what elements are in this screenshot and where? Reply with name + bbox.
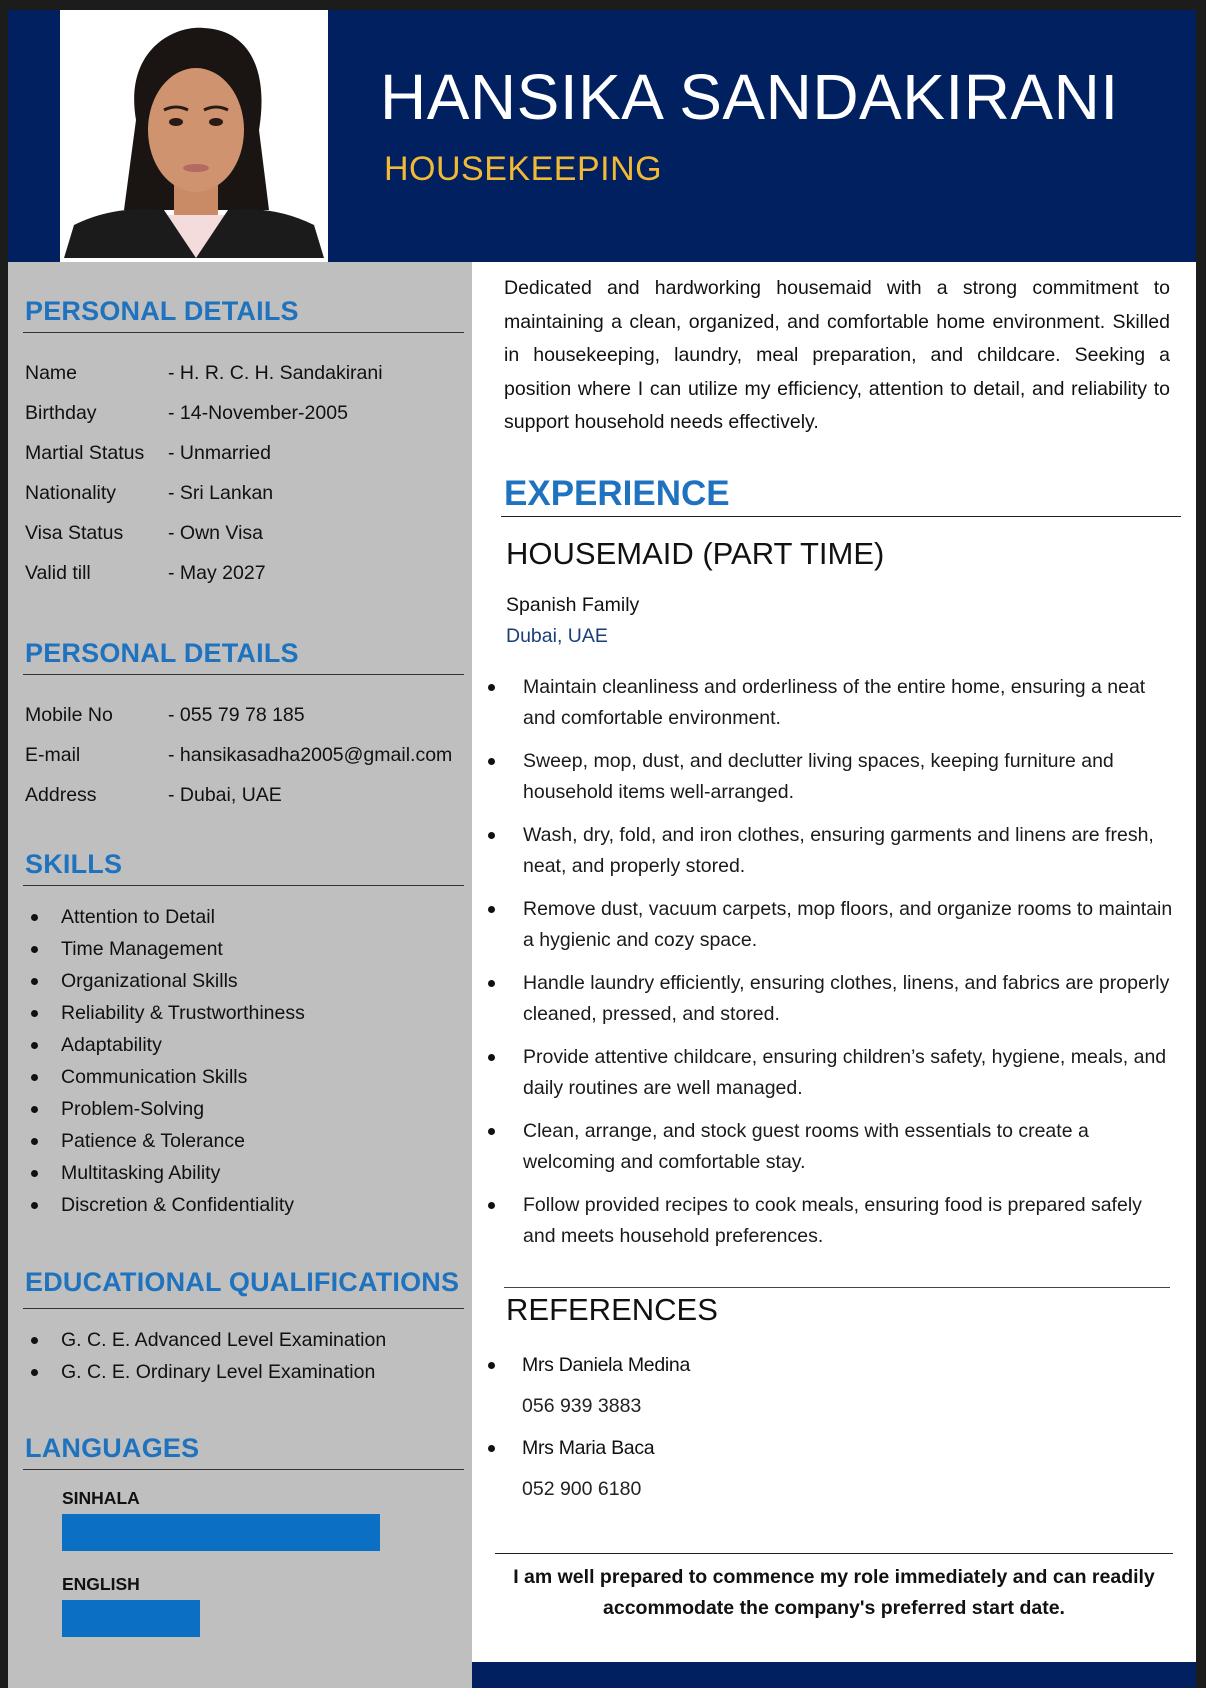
section-divider — [23, 674, 464, 675]
detail-row-name — [25, 362, 383, 385]
skill-item: Discretion & Confidentiality — [25, 1189, 305, 1221]
duty-item: Clean, arrange, and stock guest rooms with essentials to create a welcoming and comfortable stay. — [488, 1116, 1178, 1178]
skill-item: Time Management — [25, 933, 305, 965]
reference-phone: 052 900 6180 — [522, 1478, 642, 1500]
profile-summary: Dedicated and hardworking housemaid with a strong commitment to maintaining a clean, organized, and comfortable home environment. Skilled in housekeeping, laundry, meal preparation, and childcare. Seeking a position where I can utilize my efficiency, attention to detail, and reliability to support household needs effectively. — [504, 277, 1170, 433]
section-title-personal-details: PERSONAL DETAILS — [25, 296, 299, 326]
person-portrait-icon — [64, 10, 324, 258]
detail-row-nationality — [25, 482, 273, 505]
candidate-role: HOUSEKEEPING — [384, 150, 663, 188]
detail-value: - Unmarried — [168, 442, 271, 464]
detail-label: Address — [25, 784, 97, 806]
detail-label: Mobile No — [25, 704, 113, 726]
skill-item: Problem-Solving — [25, 1093, 305, 1125]
header-banner — [8, 10, 1196, 262]
reference-phone: 056 939 3883 — [522, 1395, 642, 1417]
skill-item: Organizational Skills — [25, 965, 305, 997]
reference-item — [488, 1435, 1178, 1502]
skill-item: Attention to Detail — [25, 901, 305, 933]
detail-row-email — [25, 744, 452, 767]
language-level-bar-english — [62, 1600, 200, 1637]
skills-list — [25, 901, 305, 1221]
detail-label: Birthday — [25, 402, 97, 424]
detail-value: - Own Visa — [168, 522, 264, 544]
detail-value: - 055 79 78 185 — [168, 704, 305, 726]
section-title-education: EDUCATIONAL QUALIFICATIONS — [25, 1267, 460, 1297]
detail-value: - May 2027 — [168, 562, 266, 584]
section-title-experience: EXPERIENCE — [504, 474, 730, 513]
skill-item: Reliability & Trustworthiness — [25, 997, 305, 1029]
duty-item: Maintain cleanliness and orderliness of the entire home, ensuring a neat and comfortable environment. — [488, 672, 1178, 734]
detail-value: - Dubai, UAE — [168, 784, 282, 806]
detail-value: - 14-November-2005 — [168, 402, 348, 424]
detail-row-valid-till — [25, 562, 266, 585]
section-divider — [495, 1553, 1173, 1554]
footer-bar — [472, 1662, 1196, 1688]
detail-row-visa-status — [25, 522, 263, 545]
detail-label: Valid till — [25, 562, 91, 584]
detail-label: Name — [25, 362, 78, 384]
section-title-contact-details: PERSONAL DETAILS — [25, 638, 299, 668]
detail-value: - Sri Lankan — [168, 482, 274, 504]
duty-item: Sweep, mop, dust, and declutter living spaces, keeping furniture and household items well-arranged. — [488, 746, 1178, 808]
reference-item — [488, 1352, 1178, 1419]
section-divider — [504, 1287, 1170, 1288]
employer: Spanish Family — [506, 594, 640, 616]
language-label-english: ENGLISH — [62, 1574, 140, 1594]
detail-label: Martial Status — [25, 442, 145, 464]
sidebar — [8, 262, 472, 1688]
photo-frame — [60, 10, 328, 262]
detail-row-address — [25, 784, 282, 807]
duty-item: Follow provided recipes to cook meals, ensuring food is prepared safely and meets household preferences. — [488, 1190, 1178, 1252]
education-list — [25, 1324, 386, 1388]
section-divider — [23, 1469, 464, 1470]
section-divider — [501, 516, 1181, 517]
skill-item: Adaptability — [25, 1029, 305, 1061]
detail-label: Visa Status — [25, 522, 124, 544]
section-title-languages: LANGUAGES — [25, 1433, 200, 1463]
duty-item: Provide attentive childcare, ensuring children’s safety, hygiene, meals, and daily routines are well managed. — [488, 1042, 1178, 1104]
skill-item: Communication Skills — [25, 1061, 305, 1093]
candidate-name: HANSIKA SANDAKIRANI — [380, 61, 1119, 133]
section-divider — [23, 332, 464, 333]
section-divider — [23, 1308, 464, 1309]
duties-list — [488, 672, 1178, 1264]
detail-value: - H. R. C. H. Sandakirani — [168, 362, 383, 384]
main-content — [472, 262, 1196, 1662]
detail-label: Nationality — [25, 482, 117, 504]
section-title-references: REFERENCES — [506, 1292, 718, 1327]
duty-item: Wash, dry, fold, and iron clothes, ensuring garments and linens are fresh, neat, and properly stored. — [488, 820, 1178, 882]
job-title: HOUSEMAID (PART TIME) — [506, 536, 885, 571]
language-level-bar-sinhala — [62, 1514, 380, 1551]
detail-label: E-mail — [25, 744, 81, 766]
reference-name: Mrs Daniela Medina — [522, 1354, 691, 1376]
availability-statement: I am well prepared to commence my role immediately and can readily accommodate the company's preferred start date. — [513, 1566, 1155, 1619]
education-item: G. C. E. Ordinary Level Examination — [25, 1356, 386, 1388]
job-location: Dubai, UAE — [506, 625, 608, 647]
reference-name: Mrs Maria Baca — [522, 1437, 655, 1459]
skill-item: Multitasking Ability — [25, 1157, 305, 1189]
skill-item: Patience & Tolerance — [25, 1125, 305, 1157]
references-list — [488, 1352, 1178, 1518]
profile-photo — [64, 10, 324, 258]
email-link[interactable]: - hansikasadha2005@gmail.com — [168, 744, 453, 766]
language-label-sinhala: SINHALA — [62, 1488, 140, 1508]
detail-row-mobile — [25, 704, 305, 727]
education-item: G. C. E. Advanced Level Examination — [25, 1324, 386, 1356]
resume-page — [8, 10, 1196, 1688]
section-divider — [23, 885, 464, 886]
detail-row-marital-status — [25, 442, 271, 465]
detail-row-birthday — [25, 402, 348, 425]
duty-item: Handle laundry efficiently, ensuring clothes, linens, and fabrics are properly cleaned, pressed, and stored. — [488, 968, 1178, 1030]
section-title-skills: SKILLS — [25, 849, 123, 879]
duty-item: Remove dust, vacuum carpets, mop floors, and organize rooms to maintain a hygienic and cozy space. — [488, 894, 1178, 956]
